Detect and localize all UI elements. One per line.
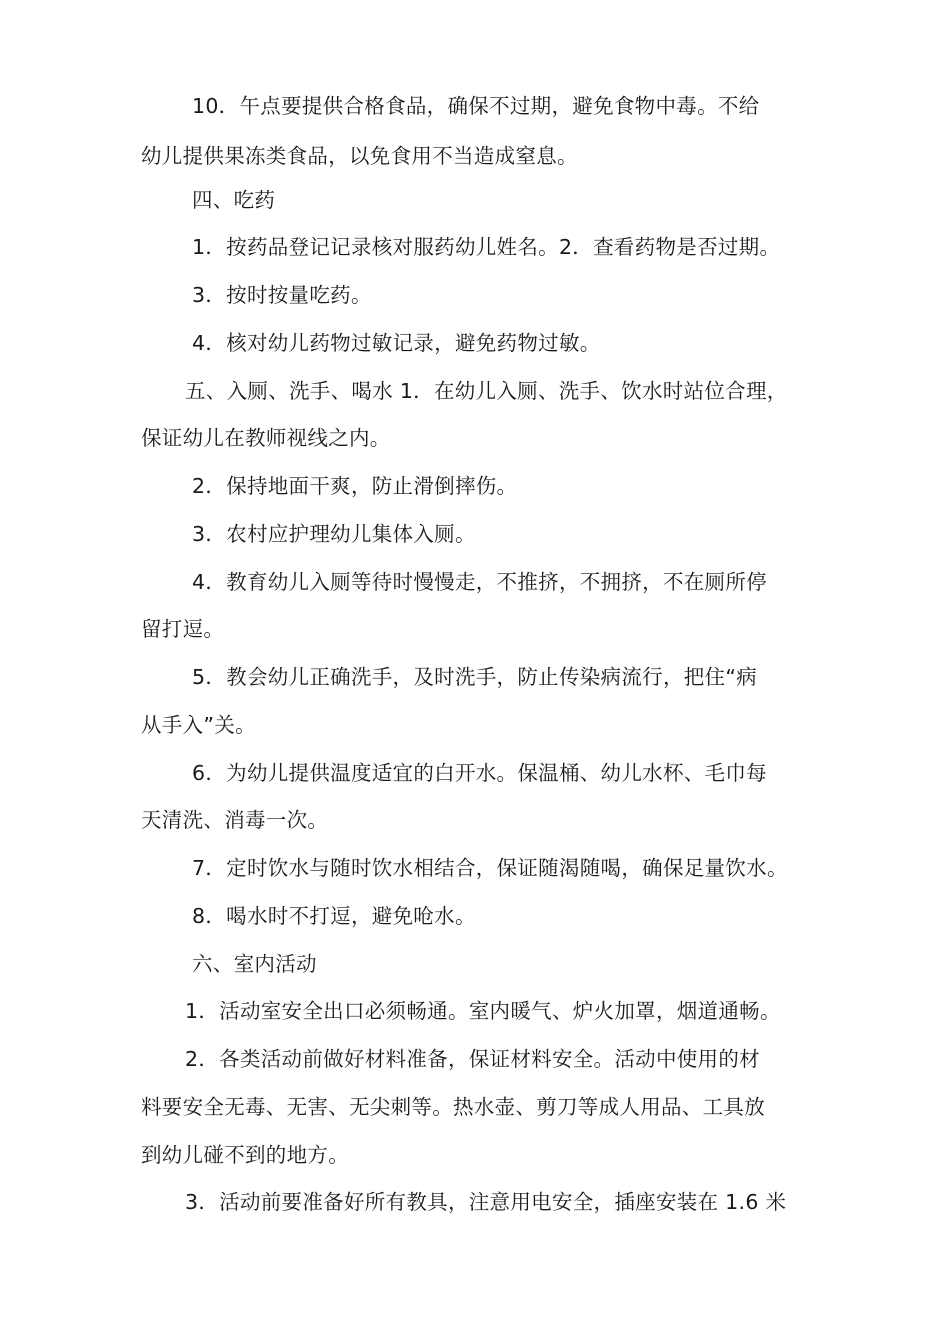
paragraph-line: 保证幼儿在教师视线之内。 xyxy=(141,426,391,450)
paragraph-line: 1．按药品登记记录核对服药幼儿姓名。2．查看药物是否过期。 xyxy=(192,235,781,259)
paragraph-line: 天清洗、消毒一次。 xyxy=(141,808,329,832)
paragraph-line: 留打逗。 xyxy=(141,617,225,641)
paragraph-line: 3．按时按量吃药。 xyxy=(192,283,372,307)
paragraph-line: 2．保持地面干爽，防止滑倒摔伤。 xyxy=(192,474,518,498)
section-heading: 六、室内活动 xyxy=(192,952,317,976)
paragraph-line: 2．各类活动前做好材料准备，保证材料安全。活动中使用的材 xyxy=(185,1047,760,1071)
paragraph-line: 6．为幼儿提供温度适宜的白开水。保温桶、幼儿水杯、毛巾每 xyxy=(192,761,767,785)
paragraph-line: 料要安全无毒、无害、无尖刺等。热水壶、剪刀等成人用品、工具放 xyxy=(141,1095,765,1119)
paragraph-line: 10．午点要提供合格食品，确保不过期，避免食物中毒。不给 xyxy=(192,94,760,118)
paragraph-line: 3．活动前要准备好所有教具，注意用电安全，插座安装在 1.6 米 xyxy=(185,1190,787,1214)
section-heading: 四、吃药 xyxy=(192,188,276,212)
paragraph-line: 3．农村应护理幼儿集体入厕。 xyxy=(192,522,476,546)
paragraph-line: 五、入厕、洗手、喝水 1．在幼儿入厕、洗手、饮水时站位合理， xyxy=(185,379,788,403)
paragraph-line: 幼儿提供果冻类食品，以免食用不当造成窒息。 xyxy=(141,144,578,168)
paragraph-line: 5．教会幼儿正确洗手，及时洗手，防止传染病流行，把住“病 xyxy=(192,665,758,689)
paragraph-line: 8．喝水时不打逗，避免呛水。 xyxy=(192,904,476,928)
paragraph-line: 到幼儿碰不到的地方。 xyxy=(141,1143,349,1167)
paragraph-line: 4．教育幼儿入厕等待时慢慢走，不推挤，不拥挤，不在厕所停 xyxy=(192,570,767,594)
paragraph-line: 1．活动室安全出口必须畅通。室内暖气、炉火加罩，烟道通畅。 xyxy=(185,999,781,1023)
paragraph-line: 4．核对幼儿药物过敏记录，避免药物过敏。 xyxy=(192,331,601,355)
paragraph-line: 从手入”关。 xyxy=(141,713,256,737)
paragraph-line: 7．定时饮水与随时饮水相结合，保证随渴随喝，确保足量饮水。 xyxy=(192,856,788,880)
